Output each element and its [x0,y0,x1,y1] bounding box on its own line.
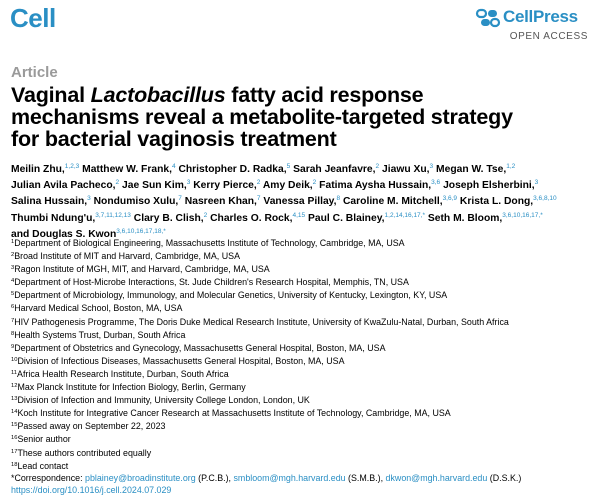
author-name[interactable]: Joseph Elsherbini, [443,180,535,192]
author-name[interactable]: Amy Deik, [262,180,313,192]
author-affiliation-sup[interactable]: 2 [256,179,261,187]
author-name[interactable]: Jiawu Xu, [382,164,430,175]
affiliation-item [11,262,596,275]
author-list [11,160,596,241]
doi-line [11,484,596,496]
affiliation-text: Max Planck Institute for Infection Biology, Berlin, Germany [17,382,246,393]
affiliation-item [11,328,596,341]
author-name[interactable]: and Douglas S. Kwon [11,228,117,240]
author-name[interactable]: Sarah Jeanfavre, [293,164,376,175]
author-affiliation-sup[interactable]: 7 [178,195,182,203]
affiliation-text: Division of Infection and Immunity, University College London, London, UK [17,395,310,406]
title-line [11,84,596,106]
affiliation-item [11,393,596,406]
author-name[interactable]: Vanessa Pillay, [263,196,337,208]
affiliation-number: 6 [11,304,15,311]
affiliation-text: Passed away on September 22, 2023 [17,421,166,432]
author-name[interactable]: Meilin Zhu, [11,164,65,175]
title-italic-genus: Lactobacillus [90,83,226,107]
author-name[interactable]: Kerry Pierce, [193,180,257,192]
affiliation-list [11,236,596,496]
affiliation-item [11,432,596,445]
author-name[interactable]: Fatima Aysha Hussain, [319,180,432,192]
author-affiliation-sup[interactable]: 7 [256,195,261,203]
author-name[interactable]: Nasreen Khan, [184,196,257,208]
author-line [11,176,596,192]
title-text: for bacterial vaginosis treatment [11,127,337,151]
author-affiliation-sup[interactable]: 1,2,3 [64,163,80,170]
author-affiliation-sup[interactable]: 3,6,10,16,17,18,* [116,227,166,235]
author-affiliation-sup[interactable]: 2 [375,163,380,170]
title-text: mechanisms reveal a metabolite-targeted strategy [11,105,513,129]
author-affiliation-sup[interactable]: 3,6,9 [442,195,458,203]
doi-link[interactable]: https://doi.org/10.1016/j.cell.2024.07.029 [11,484,172,495]
affiliation-text: Broad Institute of MIT and Harvard, Cambridge, MA, USA [14,251,240,262]
affiliation-item [11,315,596,328]
email-initials: (D.S.K.) [487,472,522,483]
author-name[interactable]: Christopher D. Radka, [178,164,287,175]
affiliation-text: Department of Biological Engineering, Massachusetts Institute of Technology, Cambridge, MA, USA [14,238,405,248]
author-name[interactable]: Seth M. Bloom, [427,212,503,224]
author-line [11,160,596,176]
affiliation-number: 16 [11,435,18,442]
email-link-kwon[interactable]: dkwon@mgh.harvard.edu [385,472,488,483]
affiliation-number: 3 [11,265,15,272]
correspondence [11,472,596,484]
author-name[interactable]: Salina Hussain, [11,196,88,208]
author-affiliation-sup[interactable]: 3 [534,179,539,187]
author-affiliation-sup[interactable]: 2 [312,179,317,187]
cellpress-logo[interactable] [476,6,588,48]
affiliation-item [11,301,596,314]
affiliation-item [11,354,596,367]
affiliation-item [11,249,596,262]
author-affiliation-sup[interactable]: 3 [429,163,434,170]
author-name[interactable]: Thumbi Ndung'u, [11,212,96,224]
author-affiliation-sup[interactable]: 4,15 [292,211,306,219]
affiliation-item [11,236,596,249]
affiliation-number: 15 [11,422,18,429]
affiliation-text: Department of Obstetrics and Gynecology, Massachusetts General Hospital, Boston, MA, USA [14,342,386,353]
affiliation-number: 13 [11,396,18,403]
affiliation-item [11,419,596,432]
affiliation-number: 9 [11,343,15,350]
email-initials: (S.M.B.), [345,472,386,483]
author-name[interactable]: Nondumiso Xulu, [93,196,179,208]
author-affiliation-sup[interactable]: 3,6,10,16,17,* [502,211,543,219]
affiliation-text: Department of Host-Microbe Interactions, St. Jude Children's Research Hospital, Memphis, TN, USA [14,277,409,288]
affiliation-number: 2 [11,252,15,259]
author-affiliation-sup[interactable]: 1,2 [506,163,516,170]
author-affiliation-sup[interactable]: 3,6 [431,179,441,187]
author-affiliation-sup[interactable]: 3,7,11,12,13 [95,211,131,219]
affiliation-text: HIV Pathogenesis Programme, The Doris Duke Medical Research Institute, University of KwaZulu-Natal, Durban, South Africa [14,316,509,327]
affiliation-text: Senior author [17,434,71,445]
affiliation-text: Koch Institute for Integrative Cancer Research at Massachusetts Institute of Technology, Cambridge, MA, USA [17,408,451,419]
affiliation-item [11,459,596,472]
affiliation-number: 12 [11,383,18,390]
affiliation-number: 11 [11,369,18,376]
affiliation-text: Ragon Institute of MGH, MIT, and Harvard, Cambridge, MA, USA [14,264,270,275]
affiliation-text: Africa Health Research Institute, Durban, South Africa [17,368,229,379]
title-text: fatty acid response [225,83,424,107]
cellpress-icon [476,8,500,28]
affiliation-number: 5 [11,291,15,298]
affiliation-number: 1 [11,239,15,245]
title-line [11,128,596,150]
affiliation-text: Health Systems Trust, Durban, South Africa [14,329,186,340]
author-line [11,192,596,208]
author-affiliation-sup[interactable]: 1,2,14,16,17,* [384,211,426,219]
affiliation-number: 7 [11,317,15,324]
email-link-bloom[interactable]: smbloom@mgh.harvard.edu [233,472,346,483]
author-name[interactable]: Jae Sun Kim, [122,180,187,192]
author-name[interactable]: Julian Avila Pacheco, [11,180,116,192]
affiliation-text: These authors contributed equally [17,447,152,458]
affiliation-item [11,367,596,380]
publisher-name: CellPress [503,7,578,26]
author-name[interactable]: Matthew W. Frank, [82,164,172,175]
author-name[interactable]: Clary B. Clish, [133,212,204,224]
title-text: Vaginal [11,83,91,107]
author-affiliation-sup[interactable]: 8 [336,195,341,203]
email-link-blainey[interactable]: pblainey@broadinstitute.org [85,472,196,483]
article-type: Article [11,64,58,81]
author-line [11,209,596,225]
affiliation-number: 17 [11,448,18,455]
email-initials: (P.C.B.), [195,472,234,483]
author-name[interactable]: Krista L. Dong, [459,196,534,208]
affiliation-item [11,341,596,354]
affiliation-text: Department of Microbiology, Immunology, and Molecular Genetics, University of Kentucky, Lexington, KY, USA [14,290,448,301]
affiliation-item [11,406,596,419]
affiliation-number: 4 [11,278,15,285]
author-name[interactable]: Megan W. Tse, [436,164,507,175]
author-affiliation-sup[interactable]: 3 [186,179,191,187]
affiliation-text: Division of Infectious Diseases, Massachusetts General Hospital, Boston, MA, USA [17,355,345,366]
open-access-label: OPEN ACCESS [509,31,588,42]
author-affiliation-sup[interactable]: 5 [286,163,291,170]
title-line [11,106,596,128]
affiliation-number: 8 [11,330,15,337]
author-name[interactable]: Paul C. Blainey, [308,212,385,224]
author-affiliation-sup[interactable]: 4 [171,163,176,170]
author-name[interactable]: Caroline M. Mitchell, [343,196,443,208]
affiliation-item [11,446,596,459]
correspondence-label: *Correspondence: [11,472,86,483]
journal-logo: Cell [10,3,56,33]
author-affiliation-sup[interactable]: 3 [87,195,91,203]
affiliation-text: Lead contact [17,460,69,471]
affiliation-number: 18 [11,461,18,468]
affiliation-item [11,380,596,393]
author-affiliation-sup[interactable]: 2 [203,211,208,219]
article-title [11,84,596,150]
affiliation-item [11,275,596,288]
affiliation-item [11,288,596,301]
affiliation-text: Harvard Medical School, Boston, MA, USA [14,303,183,314]
author-name[interactable]: Charles O. Rock, [210,212,293,224]
affiliation-number: 14 [11,409,18,416]
author-affiliation-sup[interactable]: 2 [115,179,120,187]
affiliation-number: 10 [11,356,18,363]
author-affiliation-sup[interactable]: 3,6,8,10 [533,195,557,203]
